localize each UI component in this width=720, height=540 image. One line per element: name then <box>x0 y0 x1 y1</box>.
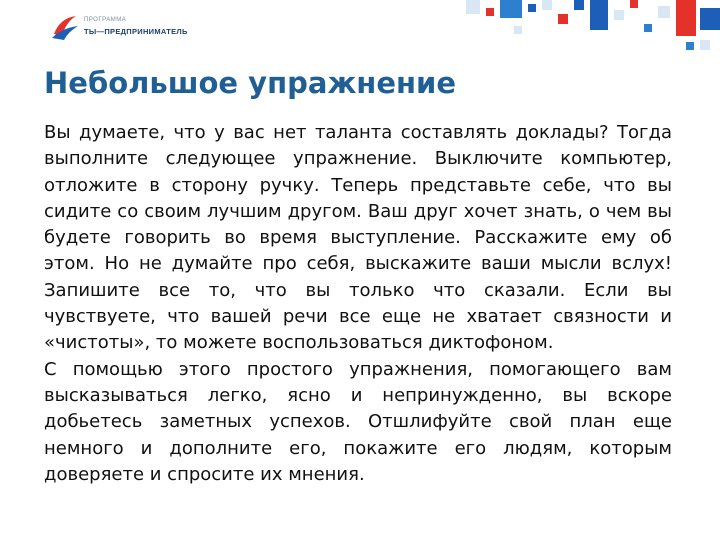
paragraph: Вы думаете, что у вас нет таланта составлять доклады? Тогда выполните следующее упражнение. Выключите компьютер, отложите в сторону ручку. Теперь представьте себе, что вы сидите со своим лучшим другом. Ваш друг хочет знать, о чем вы будете говорить во время выступление. Расскажите ему об этом. Но не думайте про себя, выскажите ваши мысли вслух! Запишите все то, что вы только что сказали. Если вы чувствуете, что вашей речи все еще не хватает связности и «чистоты», то можете воспользоваться диктофоном. <box>44 122 672 354</box>
program-logo <box>50 12 230 42</box>
paragraph: С помощью этого простого упражнения, помогающего вам высказываться легко, ясно и непринужденно, вы вскоре добьетесь заметных успехов. Отшлифуйте свой план еще немного и дополните его, покажите его людям, которым доверяете и спросите их мнения. <box>44 358 672 485</box>
logo-text-program: ПРОГРАММА <box>84 17 127 23</box>
logo-mark-icon <box>50 12 80 42</box>
logo-text-name: ТЫ—ПРЕДПРИНИМАТЕЛЬ <box>84 27 188 36</box>
slide-title: Небольшое упражнение <box>44 66 457 100</box>
slide-body <box>44 120 672 488</box>
